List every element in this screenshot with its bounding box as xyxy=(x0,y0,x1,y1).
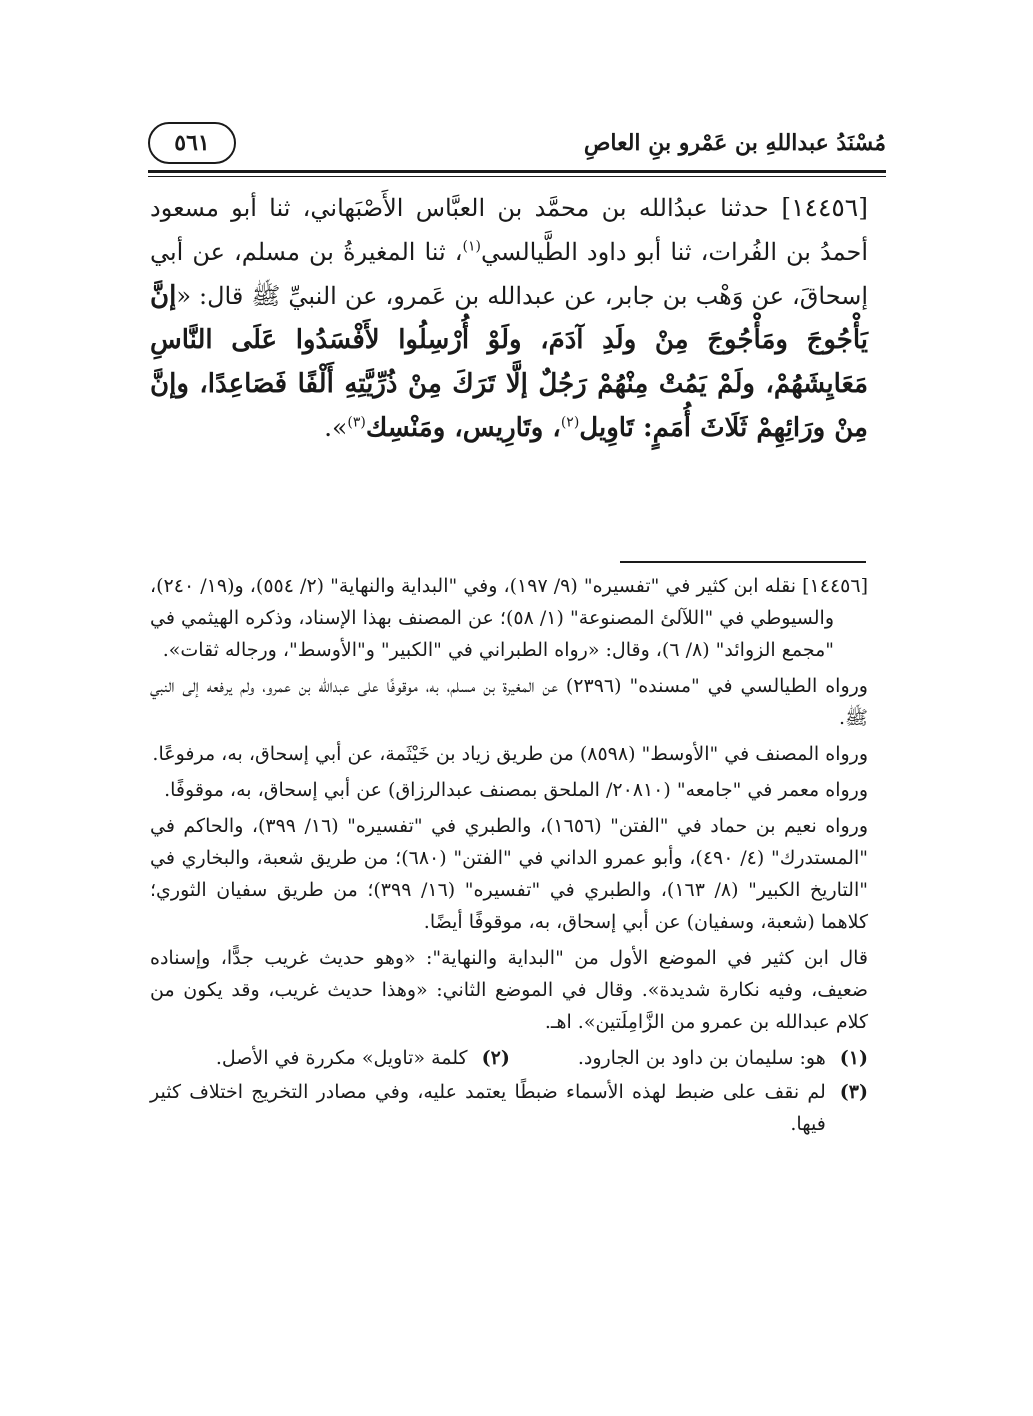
takhrij-paragraph: ورواه المصنف في "الأوسط" (٨٥٩٨) من طريق زياد بن خَيْثَمة، عن أبي إسحاق، به، مرفوعًا. xyxy=(152,743,868,765)
page-header xyxy=(148,118,886,178)
hadith-matn: إنَّ يَأْجُوجَ ومَأْجُوجَ مِنْ ولَدِ آدَمَ، ولَوْ أُرْسِلُوا لأَفْسَدُوا عَلَى النَّاسِ مَعَايِشَهُمْ، ولَمْ يَمُتْ مِنْهُمْ رَجُلٌ إلَّا تَرَكَ مِنْ ذُرِّيَّتِهِ أَلْفًا فَصَاعِدًا، وإنَّ مِنْ ورَائِهِمْ ثَلَاثَ أُمَمٍ: تَاوِيل xyxy=(150,281,868,443)
footnote-1-text: هو: سليمان بن داود بن الجارود. xyxy=(577,1047,826,1069)
hadith-number: [١٤٤٥٦] xyxy=(781,193,868,222)
page-number: ٥٦١ xyxy=(148,122,236,164)
header-rule-thin xyxy=(148,176,886,177)
footnote-ref-3: (٣) xyxy=(347,414,366,431)
footnote-3-line xyxy=(150,1076,868,1140)
footnotes xyxy=(150,570,868,1140)
footnote-1-2-line xyxy=(150,1042,868,1074)
hadith-text xyxy=(150,186,868,450)
hadith-matn-cont: ، وتَارِيس، ومَنْسِك xyxy=(365,413,561,443)
footnote-3-number: (٣) xyxy=(839,1081,868,1103)
footnote-ref-1: (١) xyxy=(462,238,481,255)
takhrij-paragraph: ورواه معمر في "جامعه" (٢٠٨١٠/ الملحق بمصنف عبدالرزاق) عن أبي إسحاق، به، موقوفًا. xyxy=(164,779,868,801)
header-rule xyxy=(148,170,886,173)
takhrij-paragraph: ورواه الطيالسي في "مسنده" (٢٣٩٦) عن المغيرة بن مسلم، به، موقوفًا على عبدالله بن عمرو، ولم يرفعه إلى النبي ﷺ. xyxy=(150,675,868,729)
takhrij-paragraph: قال ابن كثير في الموضع الأول من "البداية والنهاية": «وهو حديث غريب جدًّا، وإسناده ضعيف، وفيه نكارة شديدة». وقال في الموضع الثاني: «وهذا حديث غريب، وقد يكون من كلام عبدالله بن عمرو من الزَّامِلَتين». اهـ. xyxy=(150,947,868,1033)
footnote-2-number: (٢) xyxy=(481,1047,510,1069)
hadith-chain: حدثنا عبدُالله بن محمَّد بن العبَّاس الأَصْبَهاني، ثنا أبو مسعود أحمدُ بن الفُرات، ثنا أبو داود الطَّيالسي xyxy=(150,194,868,266)
hadith-chain-cont: ، ثنا المغيرةُ بن مسلم، عن أبي إسحاقَ، عن وَهْب بن جابر، عن عبدالله بن عَمرو، عن النبيِّ ﷺ قال: « xyxy=(150,238,868,310)
takhrij-paragraph: [١٤٤٥٦] نقله ابن كثير في "تفسيره" (٩/ ١٩٧)، وفي "البداية والنهاية" (٢/ ٥٥٤)، و(١٩/ ٢٤٠)، والسيوطي في "اللآلئ المصنوعة" (١/ ٥٨)؛ عن المصنف بهذا الإسناد، وذكره الهيثمي في "مجمع الزوائد" (٨/ ٦)، وقال: «رواه الطبراني في "الكبير" و"الأوسط"، ورجاله ثقات». xyxy=(150,575,868,661)
footnote-3-text: لم نقف على ضبط لهذه الأسماء ضبطًا يعتمد عليه، وفي مصادر التخريج اختلاف كثير فيها. xyxy=(150,1081,826,1135)
running-title: مُسْنَدُ عبداللهِ بن عَمْرو بنِ العاصِ xyxy=(583,130,886,156)
hadith-end: ». xyxy=(324,413,348,442)
footnote-separator xyxy=(620,561,866,563)
takhrij-paragraph: ورواه نعيم بن حماد في "الفتن" (١٦٥٦)، والطبري في "تفسيره" (١٦/ ٣٩٩)، والحاكم في "المستدرك" (٤/ ٤٩٠)، وأبو عمرو الداني في "الفتن" (٦٨٠)؛ من طريق شعبة، والبخاري في "التاريخ الكبير" (٨/ ١٦٣)، والطبري في "تفسيره" (١٦/ ٣٩٩)؛ من طريق سفيان الثوري؛ كلاهما (شعبة، وسفيان) عن أبي إسحاق، به، موقوفًا أيضًا. xyxy=(150,815,868,933)
footnote-2-text: كلمة «تاويل» مكررة في الأصل. xyxy=(215,1047,468,1069)
footnote-ref-2: (٢) xyxy=(560,414,580,431)
footnote-1-number: (١) xyxy=(839,1047,868,1069)
